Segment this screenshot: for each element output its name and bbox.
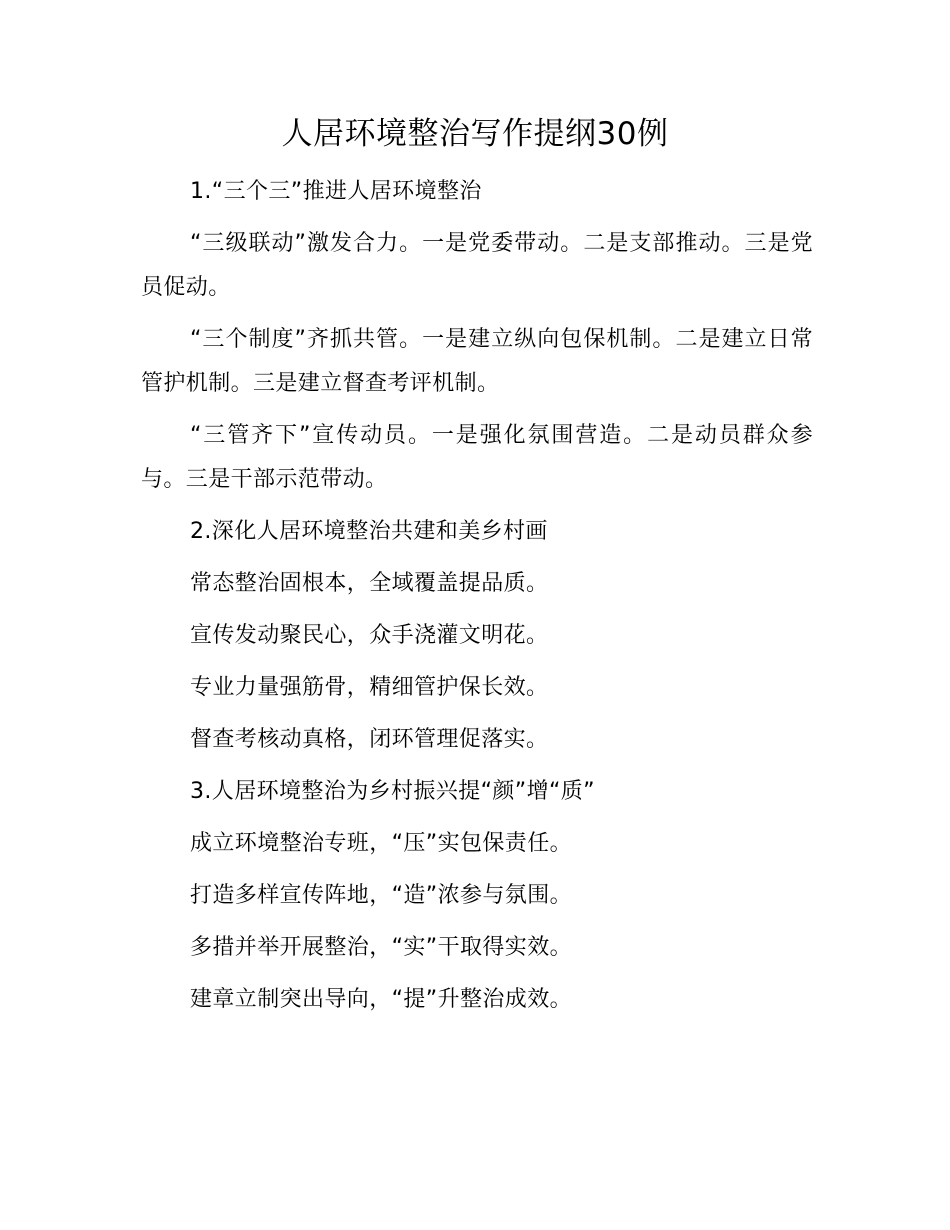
section-heading-2: 2.深化人居环境整治共建和美乡村画	[190, 519, 548, 544]
paragraph: 成立环境整治专班，“压”实包保责任。	[190, 831, 572, 856]
paragraph: 专业力量强筋骨，精细管护保长效。	[190, 675, 549, 700]
paragraph: 多措并举开展整治，“实”干取得实效。	[190, 935, 572, 960]
document-body	[141, 170, 813, 1030]
paragraph: “三个制度”齐抓共管。一是建立纵向包保机制。二是建立日常管护机制。三是建立督查考评机制。	[141, 327, 813, 396]
paragraph: 打造多样宣传阵地，“造”浓参与氛围。	[190, 883, 572, 908]
paragraph: 督查考核动真格，闭环管理促落实。	[190, 727, 549, 752]
paragraph: 宣传发动聚民心，众手浇灌文明花。	[190, 623, 549, 648]
paragraph: “三管齐下”宣传动员。一是强化氛围营造。二是动员群众参与。三是干部示范带动。	[141, 423, 813, 492]
document-title: 人居环境整治写作提纲30例	[281, 116, 669, 152]
paragraph: 常态整治固根本，全域覆盖提品质。	[190, 571, 549, 596]
section-heading-1: 1.“三个三”推进人居环境整治	[190, 179, 482, 204]
paragraph: “三级联动”激发合力。一是党委带动。二是支部推动。三是党员促动。	[141, 231, 813, 300]
paragraph: 建章立制突出导向，“提”升整治成效。	[190, 987, 572, 1012]
section-heading-3: 3.人居环境整治为乡村振兴提“颜”增“质”	[190, 779, 595, 804]
